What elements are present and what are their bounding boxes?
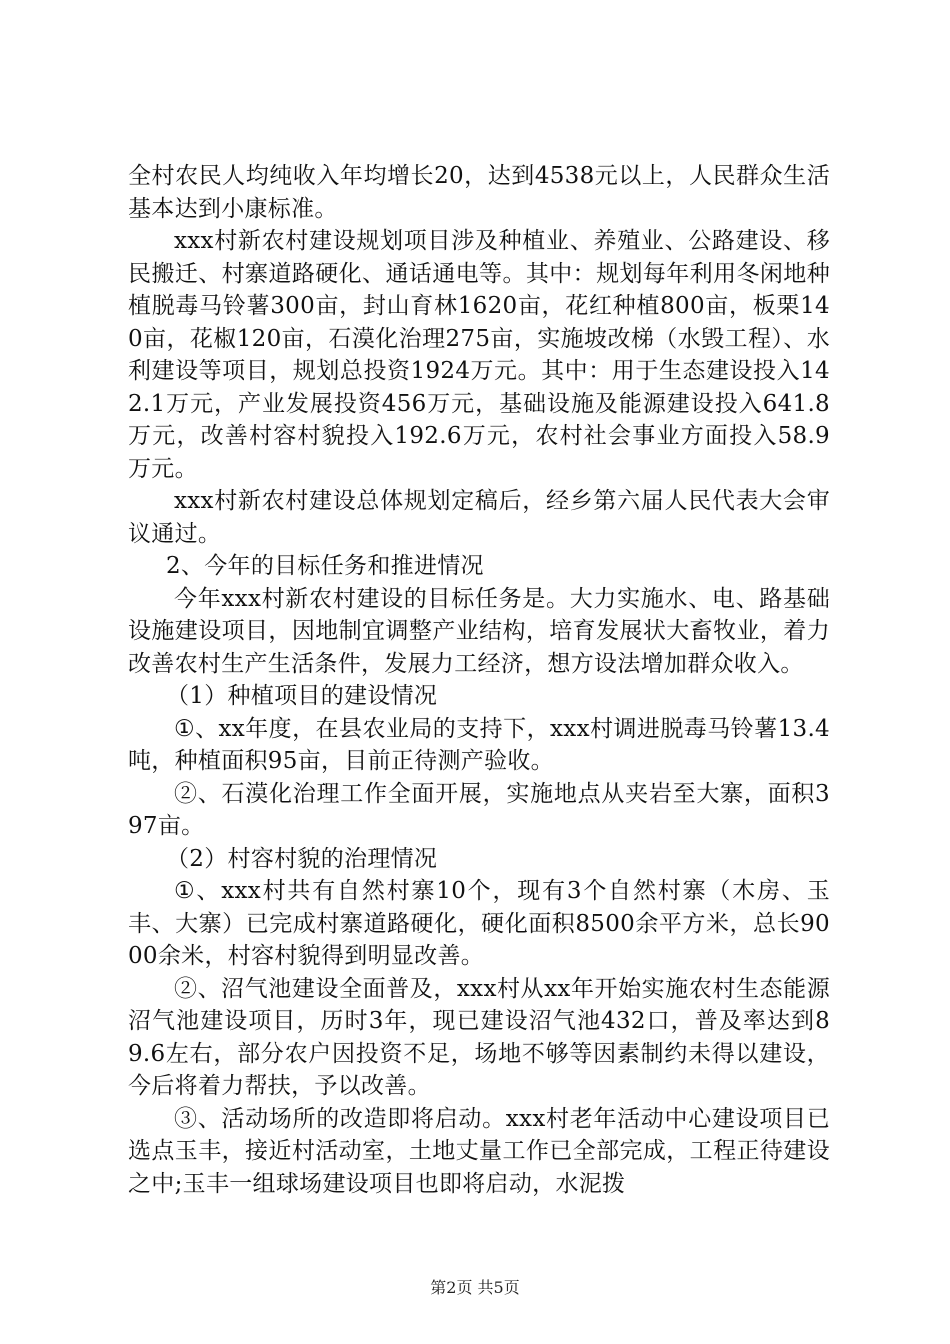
paragraph-road-hardening: ①、xxx村共有自然村寨10个，现有3个自然村寨（木房、玉丰、大寨）已完成村寨道路硬化，硬化面积8500余平方米，总长9000余米，村容村貌得到明显改善。: [128, 878, 830, 969]
paragraph-biogas: ②、沼气池建设全面普及，xxx村从xx年开始实施农村生态能源沼气池建设项目，历时3年，现已建设沼气池432口，普及率达到89.6左右，部分农户因投资不足，场地不够等因素制约未得以建设，今后将着力帮扶，予以改善。: [128, 975, 830, 1099]
paragraph-planning-projects: xxx村新农村建设规划项目涉及种植业、养殖业、公路建设、移民搬迁、村寨道路硬化、通话通电等。其中：规划每年利用冬闲地种植脱毒马铃薯300亩，封山育林1620亩，花红种植800亩，板栗140亩，花椒120亩，石漠化治理275亩，实施坡改梯（水毁工程）、水利建设等项目，规划总投资1924万元。其中：用于生态建设投入142.1万元，产业发展投资456万元，基础设施及能源建设投入641.8万元，改善村容村貌投入192.6万元，农村社会事业方面投入58.9万元。: [128, 228, 830, 482]
paragraph-potato-planting: ①、xx年度，在县农业局的支持下，xxx村调进脱毒马铃薯13.4吨，种植面积95亩，目前正待测产验收。: [128, 715, 830, 774]
document-body: [128, 160, 830, 1200]
paragraph-plan-approval: xxx村新农村建设总体规划定稿后，经乡第六届人民代表大会审议通过。: [128, 488, 830, 547]
paragraph-income-summary: 全村农民人均纯收入年均增长20，达到4538元以上，人民群众生活基本达到小康标准。: [128, 163, 830, 222]
paragraph-activity-venues: ③、活动场所的改造即将启动。xxx村老年活动中心建设项目已选点玉丰，接近村活动室，土地丈量工作已全部完成，工程正待建设之中;玉丰一组球场建设项目也即将启动，水泥拨: [128, 1105, 830, 1197]
paragraph-desertification: ②、石漠化治理工作全面开展，实施地点从夹岩至大寨，面积397亩。: [128, 780, 830, 839]
subheading-village-appearance: （2）村容村貌的治理情况: [166, 845, 438, 872]
page-number-footer: 第2页 共5页: [430, 1278, 520, 1297]
subheading-planting: （1）种植项目的建设情况: [166, 683, 438, 709]
paragraph-goals: 今年xxx村新农村建设的目标任务是。大力实施水、电、路基础设施建设项目，因地制宜调整产业结构，培育发展状大畜牧业，着力改善农村生产生活条件，发展力工经济，想方设法增加群众收入。: [128, 585, 830, 677]
section-heading-goals: 2、今年的目标任务和推进情况: [166, 553, 484, 579]
